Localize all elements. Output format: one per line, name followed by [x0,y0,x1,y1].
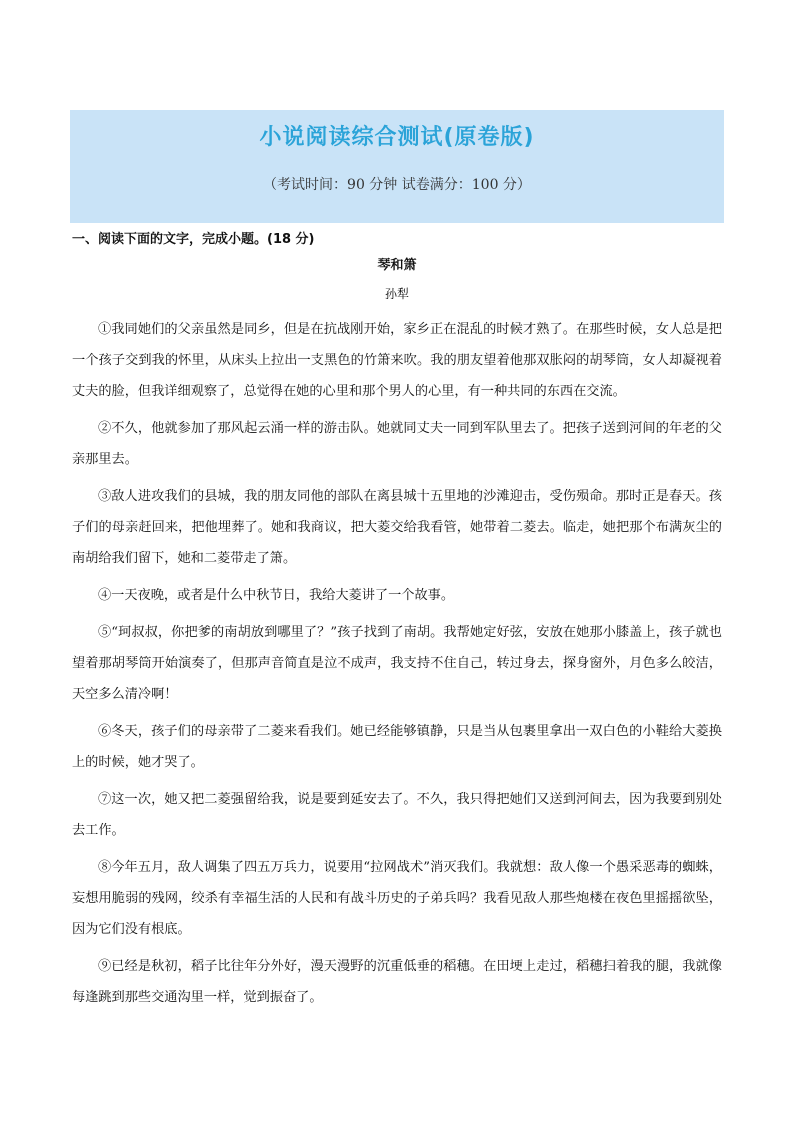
paragraph-1: ①我同她们的父亲虽然是同乡，但是在抗战刚开始，家乡正在混乱的时候才熟了。在那些时候，女人总是把一个孩子交到我的怀里，从床头上拉出一支黑色的竹箫来吹。我的朋友望着他那双胀闷的胡琴筒，女人却凝视着丈夫的脸，但我详细观察了，总觉得在她的心里和那个男人的心里，有一种共同的东西在交流。 [72,322,722,399]
paragraph-6: ⑥冬天，孩子们的母亲带了二菱来看我们。她已经能够镇静，只是当从包裹里拿出一双白色的小鞋给大菱换上的时候，她才哭了。 [72,724,722,770]
article-body [72,314,722,1019]
paragraph-3: ③敌人进攻我们的县城，我的朋友同他的部队在离县城十五里地的沙滩迎击，受伤殒命。那时正是春天。孩子们的母亲赶回来，把他埋葬了。她和我商议，把大菱交给我看管，她带着二菱去。临走，她把那个布满灰尘的南胡给我们留下，她和二菱带走了箫。 [72,489,722,566]
section-heading: 一、阅读下面的文字，完成小题。(18 分) [72,232,315,247]
paragraph-4: ④一天夜晚，或者是什么中秋节日，我给大菱讲了一个故事。 [98,588,455,603]
paragraph-5: ⑤“珂叔叔，你把爹的南胡放到哪里了？”孩子找到了南胡。我帮她定好弦，安放在她那小膝盖上，孩子就也望着那胡琴筒开始演奏了，但那声音简直是泣不成声，我支持不住自己，转过身去，探身窗外，月色多么皎洁，天空多么清冷啊！ [72,625,722,702]
paragraph-7: ⑦这一次，她又把二菱强留给我，说是要到延安去了。不久，我只得把她们又送到河间去，因为我要到别处去工作。 [72,792,722,838]
exam-info: （考试时间：90 分钟 试卷满分：100 分） [263,177,531,193]
page-title: 小说阅读综合测试(原卷版) [259,125,535,150]
paragraph-8: ⑧今年五月，敌人调集了四五万兵力，说要用“拉网战术”消灭我们。我就想：敌人像一个愚采恶毒的蜘蛛，妄想用脆弱的残网，绞杀有幸福生活的人民和有战斗历史的子弟兵吗？我看见敌人那些炮楼在夜色里摇摇欲坠，因为它们没有根底。 [72,860,722,937]
article-title: 琴和箫 [377,258,417,273]
paragraph-9: ⑨已经是秋初，稻子比往年分外好，漫天漫野的沉重低垂的稻穗。在田埂上走过，稻穗扫着我的腿，我就像每逢跳到那些交通沟里一样，觉到振奋了。 [72,959,722,1005]
article-author: 孙犁 [384,287,409,301]
paragraph-2: ②不久，他就参加了那风起云涌一样的游击队。她就同丈夫一同到军队里去了。把孩子送到河间的年老的父亲那里去。 [72,421,722,467]
header-banner [70,110,724,223]
